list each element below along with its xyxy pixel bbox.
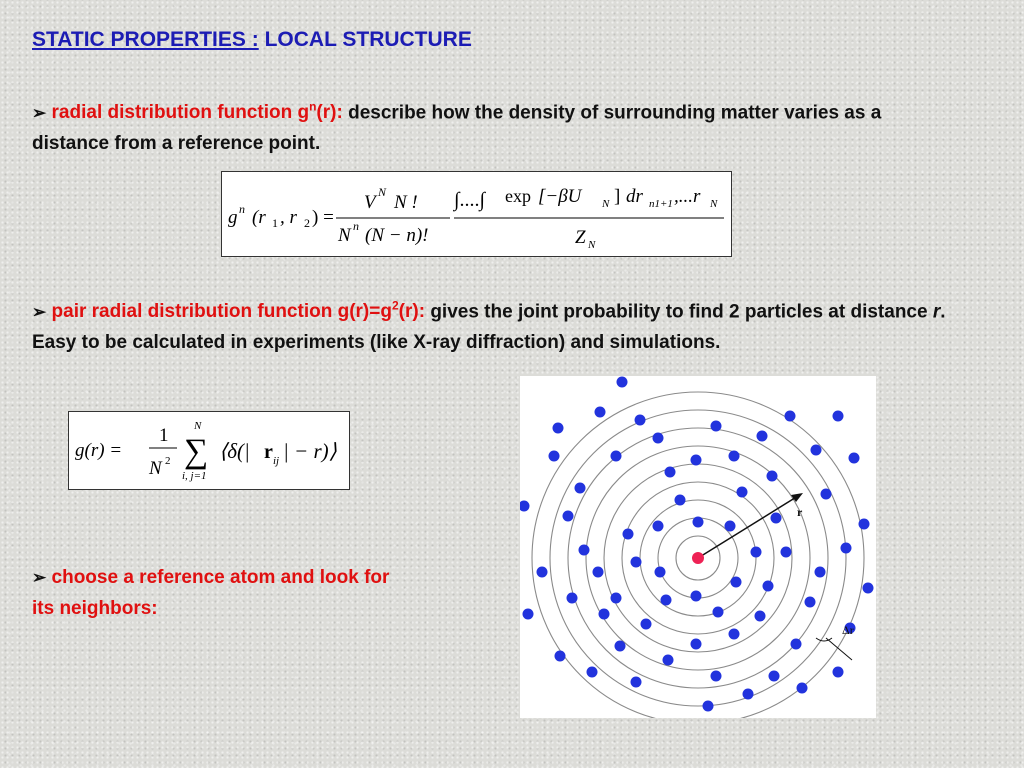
bullet-arrow-icon: ➢ <box>32 302 47 322</box>
title-part1: STATIC PROPERTIES : <box>32 28 259 51</box>
svg-text:N: N <box>710 198 718 210</box>
atom <box>579 545 590 556</box>
atom <box>675 495 686 506</box>
svg-text:dr: dr <box>626 186 643 207</box>
svg-text:1: 1 <box>272 216 278 230</box>
atom <box>691 639 702 650</box>
svg-text:∑: ∑ <box>184 433 209 470</box>
atom <box>731 577 742 588</box>
bullet2-r: r <box>932 301 941 323</box>
formula-gn-svg <box>222 172 731 256</box>
atom <box>811 445 822 456</box>
atom <box>655 567 666 578</box>
svg-text:exp: exp <box>505 186 531 206</box>
reference-atom <box>692 552 704 564</box>
atom <box>729 451 740 462</box>
atom <box>615 641 626 652</box>
formula-g2 <box>68 411 350 490</box>
svg-text:N: N <box>588 239 596 251</box>
svg-text:(r: (r <box>252 207 266 228</box>
atom <box>833 411 844 422</box>
atom <box>849 453 860 464</box>
atom <box>523 609 534 620</box>
bullet2-text-b: . Easy to be calculated in experiments (like X-ray diffraction) and simulations. <box>32 301 946 354</box>
atom <box>711 671 722 682</box>
svg-text:N: N <box>194 420 202 432</box>
atom <box>623 529 634 540</box>
atom <box>805 597 816 608</box>
atom <box>771 513 782 524</box>
svg-text:N !: N ! <box>394 192 418 213</box>
bullet-reference-atom <box>32 562 392 624</box>
formula-gn <box>221 171 732 257</box>
bullet-arrow-icon: ➢ <box>32 568 47 587</box>
svg-text:| − r)⟩: | − r)⟩ <box>283 439 337 463</box>
atom <box>743 689 754 700</box>
slide-title <box>32 28 472 52</box>
atom <box>575 483 586 494</box>
delta-r-label: Δr <box>842 623 854 637</box>
svg-text:n1+1: n1+1 <box>649 198 673 210</box>
neighbor-shells-figure <box>520 376 876 718</box>
atom <box>663 655 674 666</box>
atom <box>691 455 702 466</box>
atom <box>711 421 722 432</box>
atom <box>563 511 574 522</box>
svg-text:2: 2 <box>304 216 310 230</box>
svg-text:r: r <box>264 441 273 463</box>
atom <box>767 471 778 482</box>
atom <box>785 411 796 422</box>
atom <box>617 377 628 388</box>
svg-text:∫....∫: ∫....∫ <box>454 189 485 211</box>
bullet1-term: radial distribution function $g^n(r)$: <box>51 100 343 124</box>
svg-text:,...r: ,...r <box>674 186 701 207</box>
bullet-pair-distribution <box>32 291 962 358</box>
svg-text:N: N <box>602 198 610 210</box>
atom <box>587 667 598 678</box>
svg-text:N: N <box>149 458 162 479</box>
atom <box>641 619 652 630</box>
svg-text:) =: ) = <box>312 207 334 228</box>
atom <box>599 609 610 620</box>
atom <box>815 567 826 578</box>
atom <box>593 567 604 578</box>
atom <box>763 581 774 592</box>
svg-text:n: n <box>239 202 245 216</box>
atoms <box>520 377 874 712</box>
svg-text:V: V <box>364 192 376 213</box>
svg-text:i, j=1: i, j=1 <box>182 470 207 482</box>
atom <box>863 583 874 594</box>
atom <box>737 487 748 498</box>
atom <box>691 591 702 602</box>
svg-text:, r: , r <box>280 207 297 228</box>
svg-text:N: N <box>338 225 351 246</box>
atom <box>631 557 642 568</box>
atom <box>595 407 606 418</box>
atom <box>693 517 704 528</box>
atom <box>635 415 646 426</box>
svg-text:Z: Z <box>575 227 586 248</box>
radius-label: r <box>797 505 803 519</box>
svg-text:⟨δ(|: ⟨δ(| <box>219 439 250 463</box>
svg-text:]: ] <box>614 186 621 207</box>
atom <box>661 595 672 606</box>
atom <box>821 489 832 500</box>
atom <box>797 683 808 694</box>
atom <box>751 547 762 558</box>
atom <box>725 521 736 532</box>
atom <box>520 501 530 512</box>
atom <box>555 651 566 662</box>
atom <box>757 431 768 442</box>
svg-text:g(r) =: g(r) = <box>75 440 123 461</box>
atom <box>833 667 844 678</box>
svg-text:n: n <box>353 219 359 233</box>
atom <box>729 629 740 640</box>
neighbor-shells-svg <box>520 376 876 718</box>
atom <box>703 701 714 712</box>
bullet3-text: choose a reference atom and look for its neighbors: <box>32 567 390 619</box>
atom <box>791 639 802 650</box>
bullet2-text-a: gives the joint probability to find 2 particles at distance <box>430 301 928 323</box>
atom <box>611 593 622 604</box>
bullet1-text: describe how the density of surrounding matter varies as a distance from a reference point. <box>32 102 882 155</box>
atom <box>755 611 766 622</box>
bullet2-term: pair radial distribution function $g(r)=g^2(r)$: <box>51 299 426 323</box>
atom <box>653 521 664 532</box>
atom <box>713 607 724 618</box>
atom <box>631 677 642 688</box>
svg-text:ij: ij <box>273 455 280 467</box>
atom <box>653 433 664 444</box>
atom <box>611 451 622 462</box>
atom <box>859 519 870 530</box>
svg-text:[−βU: [−βU <box>538 186 582 207</box>
delta-r-leader <box>826 638 852 660</box>
bullet-arrow-icon: ➢ <box>32 103 47 123</box>
formula-g2-svg <box>69 412 349 489</box>
bullet-radial-distribution <box>32 92 952 159</box>
atom <box>841 543 852 554</box>
atom <box>553 423 564 434</box>
title-part2: LOCAL STRUCTURE <box>264 28 472 51</box>
radius-arrowhead-icon <box>791 493 803 502</box>
svg-text:g: g <box>228 207 238 228</box>
atom <box>537 567 548 578</box>
svg-text:(N − n)!: (N − n)! <box>365 225 429 246</box>
svg-text:1: 1 <box>159 425 169 446</box>
atom <box>665 467 676 478</box>
atom <box>567 593 578 604</box>
svg-text:2: 2 <box>165 455 171 467</box>
svg-text:N: N <box>378 185 387 199</box>
atom <box>549 451 560 462</box>
atom <box>769 671 780 682</box>
atom <box>781 547 792 558</box>
